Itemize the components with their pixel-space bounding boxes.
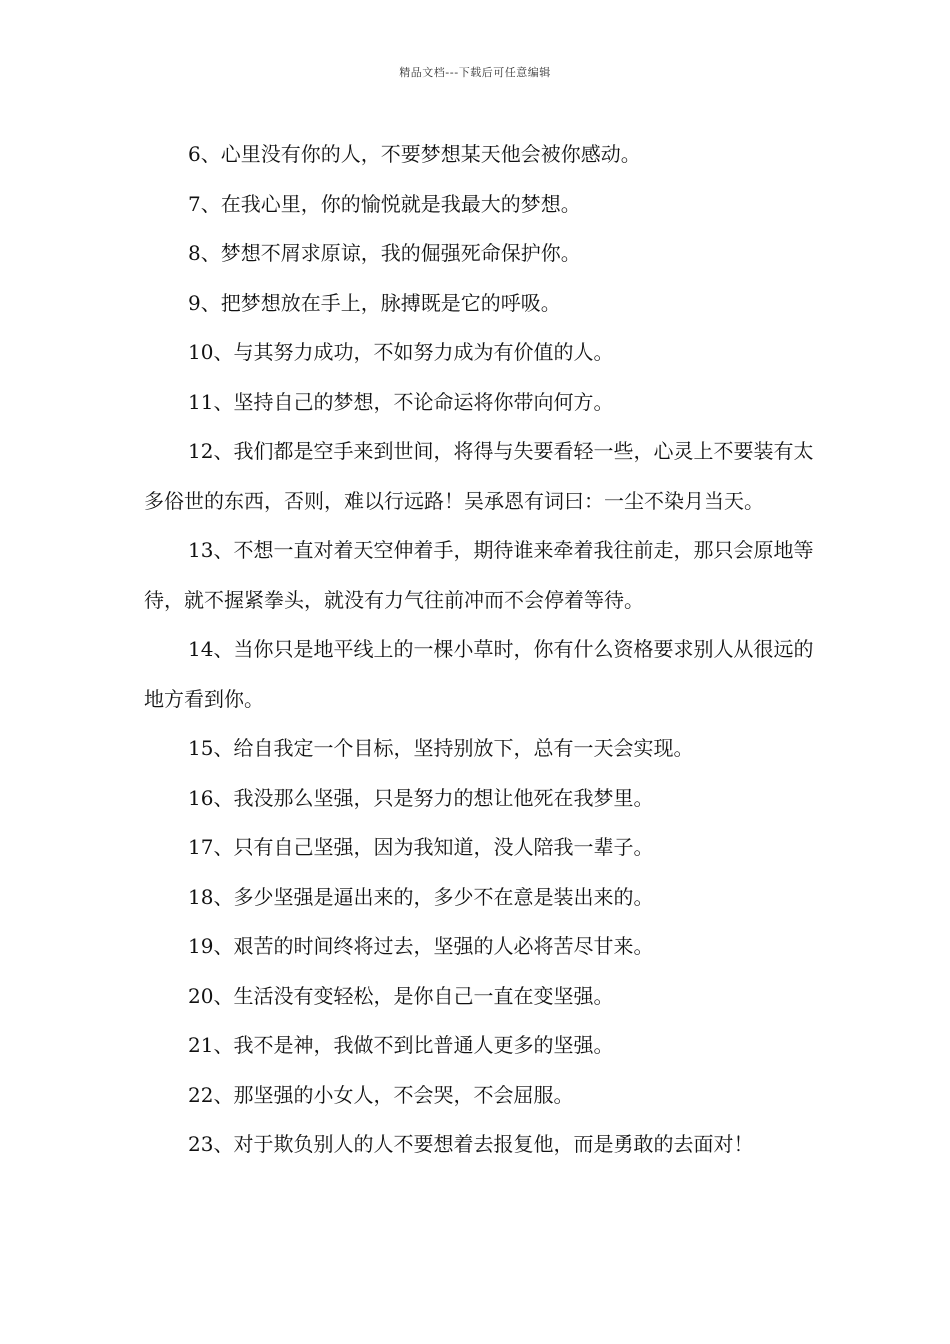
paragraph: 20、生活没有变轻松，是你自己一直在变坚强。	[188, 983, 614, 1008]
document-body	[144, 130, 814, 1170]
paragraph: 13、不想一直对着天空伸着手，期待谁来牵着我往前走，那只会原地等待，就不握紧拳头，就没有力气往前冲而不会停着等待。	[144, 538, 814, 612]
paragraph: 19、艰苦的时间终将过去，坚强的人必将苦尽甘来。	[188, 934, 654, 958]
paragraph: 7、在我心里，你的愉悦就是我最大的梦想。	[188, 191, 581, 216]
paragraph: 22、那坚强的小女人，不会哭，不会屈服。	[188, 1082, 574, 1107]
paragraph: 10、与其努力成功，不如努力成为有价值的人。	[188, 340, 614, 364]
paragraph: 9、把梦想放在手上，脉搏既是它的呼吸。	[188, 290, 561, 315]
paragraph: 8、梦想不屑求原谅，我的倔强死命保护你。	[188, 241, 581, 265]
paragraph: 16、我没那么坚强，只是努力的想让他死在我梦里。	[188, 785, 654, 810]
paragraph: 15、给自我定一个目标，坚持别放下，总有一天会实现。	[188, 736, 694, 760]
paragraph: 18、多少坚强是逼出来的，多少不在意是装出来的。	[188, 884, 654, 909]
paragraph: 12、我们都是空手来到世间，将得与失要看轻一些，心灵上不要装有太多俗世的东西，否则，难以行远路！吴承恩有词曰：一尘不染月当天。	[144, 439, 814, 513]
page-header: 精品文档---下载后可任意编辑	[399, 66, 551, 79]
paragraph: 6、心里没有你的人，不要梦想某天他会被你感动。	[188, 142, 641, 166]
paragraph: 17、只有自己坚强，因为我知道，没人陪我一辈子。	[188, 835, 654, 859]
paragraph: 14、当你只是地平线上的一棵小草时，你有什么资格要求别人从很远的地方看到你。	[144, 637, 814, 711]
paragraph: 23、对于欺负别人的人不要想着去报复他，而是勇敢的去面对！	[188, 1132, 754, 1156]
paragraph: 11、坚持自己的梦想，不论命运将你带向何方。	[188, 389, 614, 414]
paragraph: 21、我不是神，我做不到比普通人更多的坚强。	[188, 1033, 614, 1057]
